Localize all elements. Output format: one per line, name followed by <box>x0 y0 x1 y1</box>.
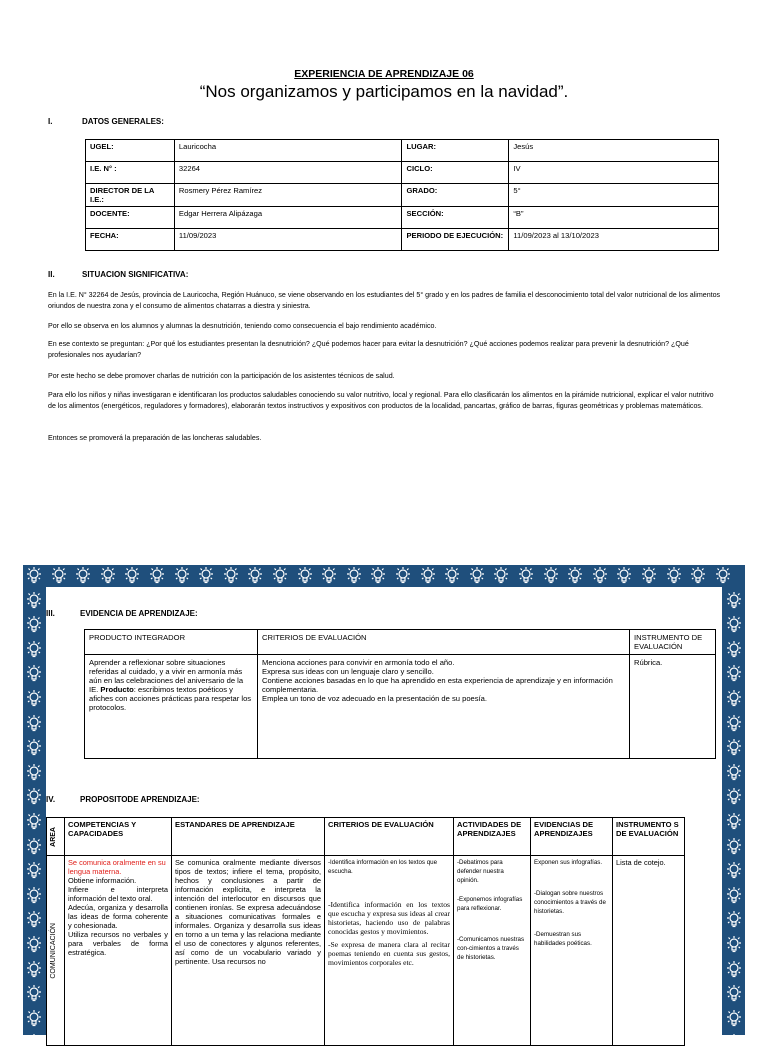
lightbulb-icon <box>244 565 266 587</box>
lightbulb-icon <box>723 860 745 882</box>
lightbulb-icon <box>712 565 734 587</box>
situacion-paragraph: Para ello los niños y niñas investigaran e identificaran los productos saludables conociendo su valor nutritivo, local y regional. Para ello clasificarán los alimentos en la pirámide nutricional, explicar el valor nutritivo de los alimentos (energéticos, reguladores y formadores), elaborarán textos instructivos y expositivos con productos de la localidad, pancartas, gráfico de barras, figuras geométricas y problemas matemáticos. <box>48 391 714 410</box>
lightbulb-icon <box>171 565 193 587</box>
lightbulb-icon <box>723 1008 745 1030</box>
capacidad-item: Obtiene información. <box>68 876 137 885</box>
instrumentos-cell: Lista de cotejo. <box>613 856 685 1046</box>
situacion-paragraph: Por ello se observa en los alumnos y alumnas la desnutrición, teniendo como consecuencia el bajo rendimiento académico. <box>48 322 437 330</box>
datos-generales-table <box>85 139 719 251</box>
section-number: I. <box>48 117 53 126</box>
value-docente: Edgar Herrera Alipázaga <box>174 207 402 229</box>
lightbulb-icon <box>23 934 45 956</box>
lightbulb-icon <box>294 565 316 587</box>
lightbulb-icon <box>663 565 685 587</box>
header-area-cell <box>47 818 65 856</box>
lightbulb-icon <box>723 663 745 685</box>
table-row <box>85 630 716 655</box>
page-2-border <box>23 565 745 1035</box>
lightbulb-icon <box>540 565 562 587</box>
lightbulb-icon <box>564 565 586 587</box>
label-ugel: UGEL: <box>86 140 175 162</box>
table-row <box>47 818 685 856</box>
section-heading-evidencia <box>46 609 198 618</box>
lightbulb-icon <box>23 885 45 907</box>
document-subtitle: “Nos organizamos y participamos en la navidad”. <box>199 82 569 101</box>
lightbulb-icon <box>589 565 611 587</box>
lightbulb-icon <box>23 663 45 685</box>
proposito-table <box>46 817 685 1046</box>
lightbulb-icon <box>723 934 745 956</box>
lightbulb-icon <box>613 565 635 587</box>
lightbulb-icon <box>723 811 745 833</box>
value-ugel: Lauricocha <box>174 140 402 162</box>
table-row <box>86 162 719 184</box>
producto-text: Aprender a reflexionar sobre situaciones referidas al cuidado, y a vivir en armonía más aún en las celebraciones del aniversario de la IE. <box>89 658 244 694</box>
actividades-cell <box>454 856 531 1046</box>
producto-label: Producto <box>100 685 134 694</box>
section-title: SITUACION SIGNIFICATIVA: <box>82 270 189 279</box>
criterios-cell <box>258 655 630 759</box>
value-lugar: Jesús <box>509 140 719 162</box>
lightbulb-icon <box>23 836 45 858</box>
section-number: III. <box>46 609 55 618</box>
criterio-item: -Se expresa de manera clara al recitar poemas teniendo en cuenta sus gestos, movimientos corporales etc. <box>328 940 450 967</box>
instrumento-cell: Rúbrica. <box>630 655 716 759</box>
lightbulb-icon <box>723 983 745 1005</box>
criterios-cell <box>325 856 454 1046</box>
lightbulb-icon <box>23 614 45 636</box>
table-row <box>86 229 719 251</box>
criterio-item: -Identifica información en los textos que escucha. <box>328 859 438 875</box>
evidencia-item: Exponen sus infografías. <box>534 859 603 866</box>
lightbulb-icon <box>515 565 537 587</box>
lightbulb-icon <box>687 565 709 587</box>
lightbulb-icon <box>23 639 45 661</box>
header-evidencias: EVIDENCIAS DE APRENDIZAJES <box>531 818 613 856</box>
lightbulb-icon <box>392 565 414 587</box>
capacidad-item: Adecúa, organiza y desarrolla las ideas de forma coherente y cohesionada. <box>68 903 168 930</box>
criterio-item: Emplea un tono de voz adecuado en la presentación de su poesía. <box>262 694 488 703</box>
value-director: Rosmery Pérez Ramírez <box>174 184 402 207</box>
section-heading-situacion <box>48 270 188 279</box>
label-grado: GRADO: <box>402 184 509 207</box>
page-2-content <box>46 587 722 1047</box>
header-competencias: COMPETENCIAS Y CAPACIDADES <box>65 818 172 856</box>
evidencia-table <box>84 629 716 759</box>
header-estandares: ESTANDARES DE APRENDIZAJE <box>172 818 325 856</box>
situacion-paragraph: En ese contexto se preguntan: ¿Por qué los estudiantes presentan la desnutrición? ¿Qué podemos hacer para evitar la desnutrición? ¿Qué acciones podemos realizar para prevenir la desnutrición? ¿Qué profesionales nos ayudarían? <box>48 340 689 359</box>
lightbulb-icon <box>723 885 745 907</box>
actividad-item: -Debatimos para defender nuestra opinión. <box>457 859 504 884</box>
competencias-cell <box>65 856 172 1046</box>
lightbulb-icon <box>723 836 745 858</box>
lightbulb-icon <box>723 1032 745 1054</box>
evidencia-item: -Demuestran sus habilidades poéticas. <box>534 931 592 947</box>
label-ciclo: CICLO: <box>402 162 509 184</box>
label-ie: I.E. N° : <box>86 162 175 184</box>
competencia-title: Se comunica oralmente en su lengua materna. <box>68 858 166 876</box>
label-docente: DOCENTE: <box>86 207 175 229</box>
lightbulb-icon <box>195 565 217 587</box>
lightbulb-icon <box>318 565 340 587</box>
table-row <box>86 184 719 207</box>
label-lugar: LUGAR: <box>402 140 509 162</box>
lightbulb-icon <box>638 565 660 587</box>
section-heading-proposito <box>46 795 200 804</box>
label-fecha: FECHA: <box>86 229 175 251</box>
situacion-paragraph: En la I.E. N° 32264 de Jesús, provincia de Lauricocha, Región Huánuco, se viene observando en los estudiantes del 5° grado y en los padres de familia el desconocimiento total del valor nutricional de los alimentos oriundos de nuestra zona y el consumo de alimentos chatarras a diestra y siniestra. <box>48 291 721 310</box>
lightbulb-icon <box>343 565 365 587</box>
header-producto: PRODUCTO INTEGRADOR <box>85 630 258 655</box>
label-periodo: PERIODO DE EJECUCIÓN: <box>402 229 509 251</box>
lightbulb-icon <box>723 909 745 931</box>
lightbulb-icon <box>490 565 512 587</box>
situacion-paragraph: Por este hecho se debe promover charlas de nutrición con la participación de los asistentes técnicos de salud. <box>48 372 395 380</box>
lightbulb-icon <box>146 565 168 587</box>
lightbulb-icon <box>23 688 45 710</box>
value-ie: 32264 <box>174 162 402 184</box>
section-title: EVIDENCIA DE APRENDIZAJE: <box>80 609 198 618</box>
value-grado: 5° <box>509 184 719 207</box>
producto-cell <box>85 655 258 759</box>
area-cell <box>47 856 65 1046</box>
lightbulb-icon <box>723 688 745 710</box>
lightbulb-icon <box>417 565 439 587</box>
lightbulb-icon <box>723 959 745 981</box>
area-label: COMUNICACIÓN <box>50 922 57 979</box>
header-criterios: CRITERIOS DE EVALUACIÓN <box>325 818 454 856</box>
situacion-paragraph: Entonces se promoverá la preparación de las loncheras saludables. <box>48 434 262 442</box>
lightbulb-icon <box>23 1032 45 1054</box>
actividad-item: -Exponemos infografías para reflexionar. <box>457 896 523 912</box>
lightbulb-icon <box>23 909 45 931</box>
producto-rest: : escribimos textos poéticos y afiches con acciones prácticas para respetar los protocolos. <box>89 685 252 712</box>
lightbulb-icon <box>23 1008 45 1030</box>
table-row <box>85 655 716 759</box>
value-seccion: “B” <box>509 207 719 229</box>
lightbulb-icon <box>441 565 463 587</box>
lightbulb-icon <box>723 614 745 636</box>
criterio-item: Menciona acciones para convivir en armonía todo el año. <box>262 658 455 667</box>
label-seccion: SECCIÓN: <box>402 207 509 229</box>
lightbulb-icon <box>723 713 745 735</box>
lightbulb-icon <box>220 565 242 587</box>
lightbulb-icon <box>23 565 45 587</box>
label-director: DIRECTOR DE LA I.E.: <box>86 184 175 207</box>
header-instrumentos: INSTRUMENTO S DE EVALUACIÓN <box>613 818 685 856</box>
header-criterios: CRITERIOS DE EVALUACIÓN <box>258 630 630 655</box>
lightbulb-icon <box>23 737 45 759</box>
lightbulb-icon <box>367 565 389 587</box>
lightbulb-icon <box>72 565 94 587</box>
value-periodo: 11/09/2023 al 13/10/2023 <box>509 229 719 251</box>
capacidad-item: Utiliza recursos no verbales y para verbales de forma estratégica. <box>68 930 168 957</box>
criterio-item: Contiene acciones basadas en lo que ha aprendido en esta experiencia de aprendizaje y en información complementaria. <box>262 676 613 694</box>
lightbulb-icon <box>48 565 70 587</box>
evidencias-cell <box>531 856 613 1046</box>
lightbulb-icon <box>23 811 45 833</box>
header-instrumento: INSTRUMENTO DE EVALUACIÓN <box>630 630 716 655</box>
section-title: DATOS GENERALES: <box>82 117 164 126</box>
header-actividades: ACTIVIDADES DE APRENDIZAJES <box>454 818 531 856</box>
document-title: EXPERIENCIA DE APRENDIZAJE 06 <box>294 68 474 80</box>
lightbulb-icon <box>23 590 45 612</box>
table-row <box>86 140 719 162</box>
lightbulb-icon <box>723 590 745 612</box>
capacidad-item: Infiere e interpreta información del texto oral. <box>68 885 168 903</box>
section-number: II. <box>48 270 55 279</box>
lightbulb-icon <box>121 565 143 587</box>
table-row <box>47 856 685 1046</box>
lightbulb-icon <box>97 565 119 587</box>
table-row <box>86 207 719 229</box>
value-ciclo: IV <box>509 162 719 184</box>
lightbulb-icon <box>23 713 45 735</box>
header-area: AREA <box>50 826 57 847</box>
lightbulb-icon <box>23 860 45 882</box>
lightbulb-icon <box>23 786 45 808</box>
value-fecha: 11/09/2023 <box>174 229 402 251</box>
lightbulb-icon <box>466 565 488 587</box>
lightbulb-icon <box>723 737 745 759</box>
actividad-item: -Comunicamos nuestras con-cimientos a través de historietas. <box>457 936 525 961</box>
lightbulb-icon <box>723 762 745 784</box>
criterio-item: Expresa sus ideas con un lenguaje claro y sencillo. <box>262 667 434 676</box>
estandar-cell: Se comunica oralmente mediante diversos tipos de textos; infiere el tema, propósito, hechos y conclusiones a partir de información explícita, e interpreta la intención del interlocutor en discursos que contienen ironías. Se expresa adecuándose a situaciones comunicativas formales e informales. Organiza y desarrolla sus ideas en torno a un tema y las relaciona mediante el uso de conectores y algunos referentes, así como de un vocabulario variado y pertinente. Usa recursos no <box>172 856 325 1046</box>
section-number: IV. <box>46 795 56 804</box>
lightbulb-icon <box>269 565 291 587</box>
section-title: PROPOSITODE APRENDIZAJE: <box>80 795 200 804</box>
section-heading-datos <box>48 117 164 126</box>
lightbulb-icon <box>23 762 45 784</box>
lightbulb-icon <box>23 959 45 981</box>
evidencia-item: -Dialogan sobre nuestros conocimientos a través de historietas. <box>534 890 606 915</box>
lightbulb-icon <box>723 786 745 808</box>
criterio-item: -Identifica información en los textos que escucha y expresa sus ideas al crear historietas, haciendo uso de palabras conocidas gestos y movimientos. <box>328 900 450 936</box>
lightbulb-icon <box>723 639 745 661</box>
lightbulb-icon <box>23 983 45 1005</box>
